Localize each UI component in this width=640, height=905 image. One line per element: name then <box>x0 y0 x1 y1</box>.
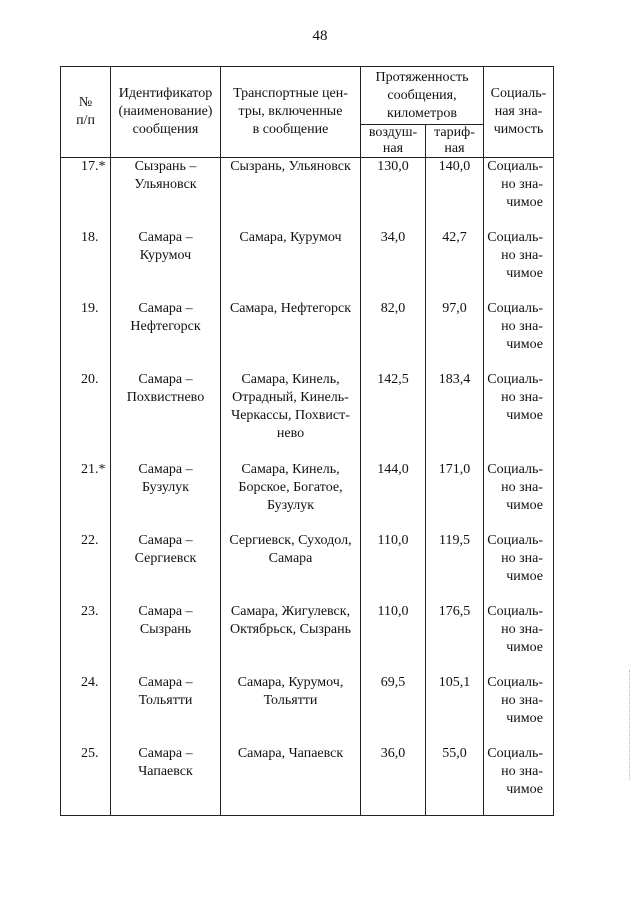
header-tariff: тариф- ная <box>426 125 484 158</box>
row-centers: Самара, Жигулевск, Октябрьск, Сызрань <box>221 603 361 674</box>
row-tariff: 183,4 <box>426 371 484 461</box>
row-tariff: 97,0 <box>426 300 484 371</box>
row-social: Социаль- но зна- чимое <box>484 229 554 300</box>
table-row <box>61 745 554 816</box>
row-tariff: 171,0 <box>426 461 484 532</box>
table-row <box>61 229 554 300</box>
row-num: 21.* <box>61 461 111 532</box>
row-identifier: Самара – Сергиевск <box>111 532 221 603</box>
header-identifier: Идентификатор (наименование) сообщения <box>111 67 221 158</box>
table-row <box>61 674 554 745</box>
row-num: 22. <box>61 532 111 603</box>
table-row <box>61 371 554 461</box>
row-tariff: 42,7 <box>426 229 484 300</box>
row-centers: Самара, Кинель, Отрадный, Кинель- Черкассы, Похвист- нево <box>221 371 361 461</box>
row-identifier: Самара – Чапаевск <box>111 745 221 816</box>
header-num: № п/п <box>61 67 111 158</box>
routes-table <box>60 66 554 816</box>
row-centers: Самара, Курумоч, Тольятти <box>221 674 361 745</box>
row-social: Социаль- но зна- чимое <box>484 461 554 532</box>
row-air: 69,5 <box>361 674 426 745</box>
row-social: Социаль- но зна- чимое <box>484 674 554 745</box>
page-number: 48 <box>312 28 328 44</box>
row-tariff: 140,0 <box>426 158 484 229</box>
row-air: 34,0 <box>361 229 426 300</box>
row-num: 24. <box>61 674 111 745</box>
row-social: Социаль- но зна- чимое <box>484 745 554 816</box>
row-num: 18. <box>61 229 111 300</box>
row-social: Социаль- но зна- чимое <box>484 371 554 461</box>
table-row <box>61 461 554 532</box>
row-identifier: Самара – Курумоч <box>111 229 221 300</box>
row-tariff: 55,0 <box>426 745 484 816</box>
row-centers: Сызрань, Ульяновск <box>221 158 361 229</box>
row-air: 36,0 <box>361 745 426 816</box>
scan-margin-marks <box>629 670 632 780</box>
row-air: 82,0 <box>361 300 426 371</box>
row-num: 25. <box>61 745 111 816</box>
table-body <box>61 158 554 816</box>
table-row <box>61 603 554 674</box>
row-air: 144,0 <box>361 461 426 532</box>
row-air: 130,0 <box>361 158 426 229</box>
table-header <box>61 67 554 158</box>
header-social: Социаль- ная зна- чимость <box>484 67 554 158</box>
row-identifier: Самара – Тольятти <box>111 674 221 745</box>
row-num: 23. <box>61 603 111 674</box>
row-centers: Сергиевск, Суходол, Самара <box>221 532 361 603</box>
row-tariff: 176,5 <box>426 603 484 674</box>
row-social: Социаль- но зна- чимое <box>484 532 554 603</box>
row-identifier: Самара – Сызрань <box>111 603 221 674</box>
row-social: Социаль- но зна- чимое <box>484 300 554 371</box>
row-air: 142,5 <box>361 371 426 461</box>
row-centers: Самара, Нефтегорск <box>221 300 361 371</box>
row-centers: Самара, Курумоч <box>221 229 361 300</box>
row-identifier: Сызрань – Ульяновск <box>111 158 221 229</box>
row-identifier: Самара – Бузулук <box>111 461 221 532</box>
row-num: 19. <box>61 300 111 371</box>
table-row <box>61 300 554 371</box>
table-row <box>61 532 554 603</box>
row-social: Социаль- но зна- чимое <box>484 158 554 229</box>
row-num: 17.* <box>61 158 111 229</box>
row-centers: Самара, Чапаевск <box>221 745 361 816</box>
row-identifier: Самара – Похвистнево <box>111 371 221 461</box>
row-social: Социаль- но зна- чимое <box>484 603 554 674</box>
header-transport-centers: Транспортные цен- тры, включенные в сообщение <box>221 67 361 158</box>
row-num: 20. <box>61 371 111 461</box>
header-air: воздуш- ная <box>361 125 426 158</box>
table-row <box>61 158 554 229</box>
row-air: 110,0 <box>361 603 426 674</box>
row-tariff: 105,1 <box>426 674 484 745</box>
row-identifier: Самара – Нефтегорск <box>111 300 221 371</box>
header-length-group: Протяженность сообщения, километров <box>361 67 484 125</box>
row-tariff: 119,5 <box>426 532 484 603</box>
row-centers: Самара, Кинель, Борское, Богатое, Бузулук <box>221 461 361 532</box>
row-air: 110,0 <box>361 532 426 603</box>
